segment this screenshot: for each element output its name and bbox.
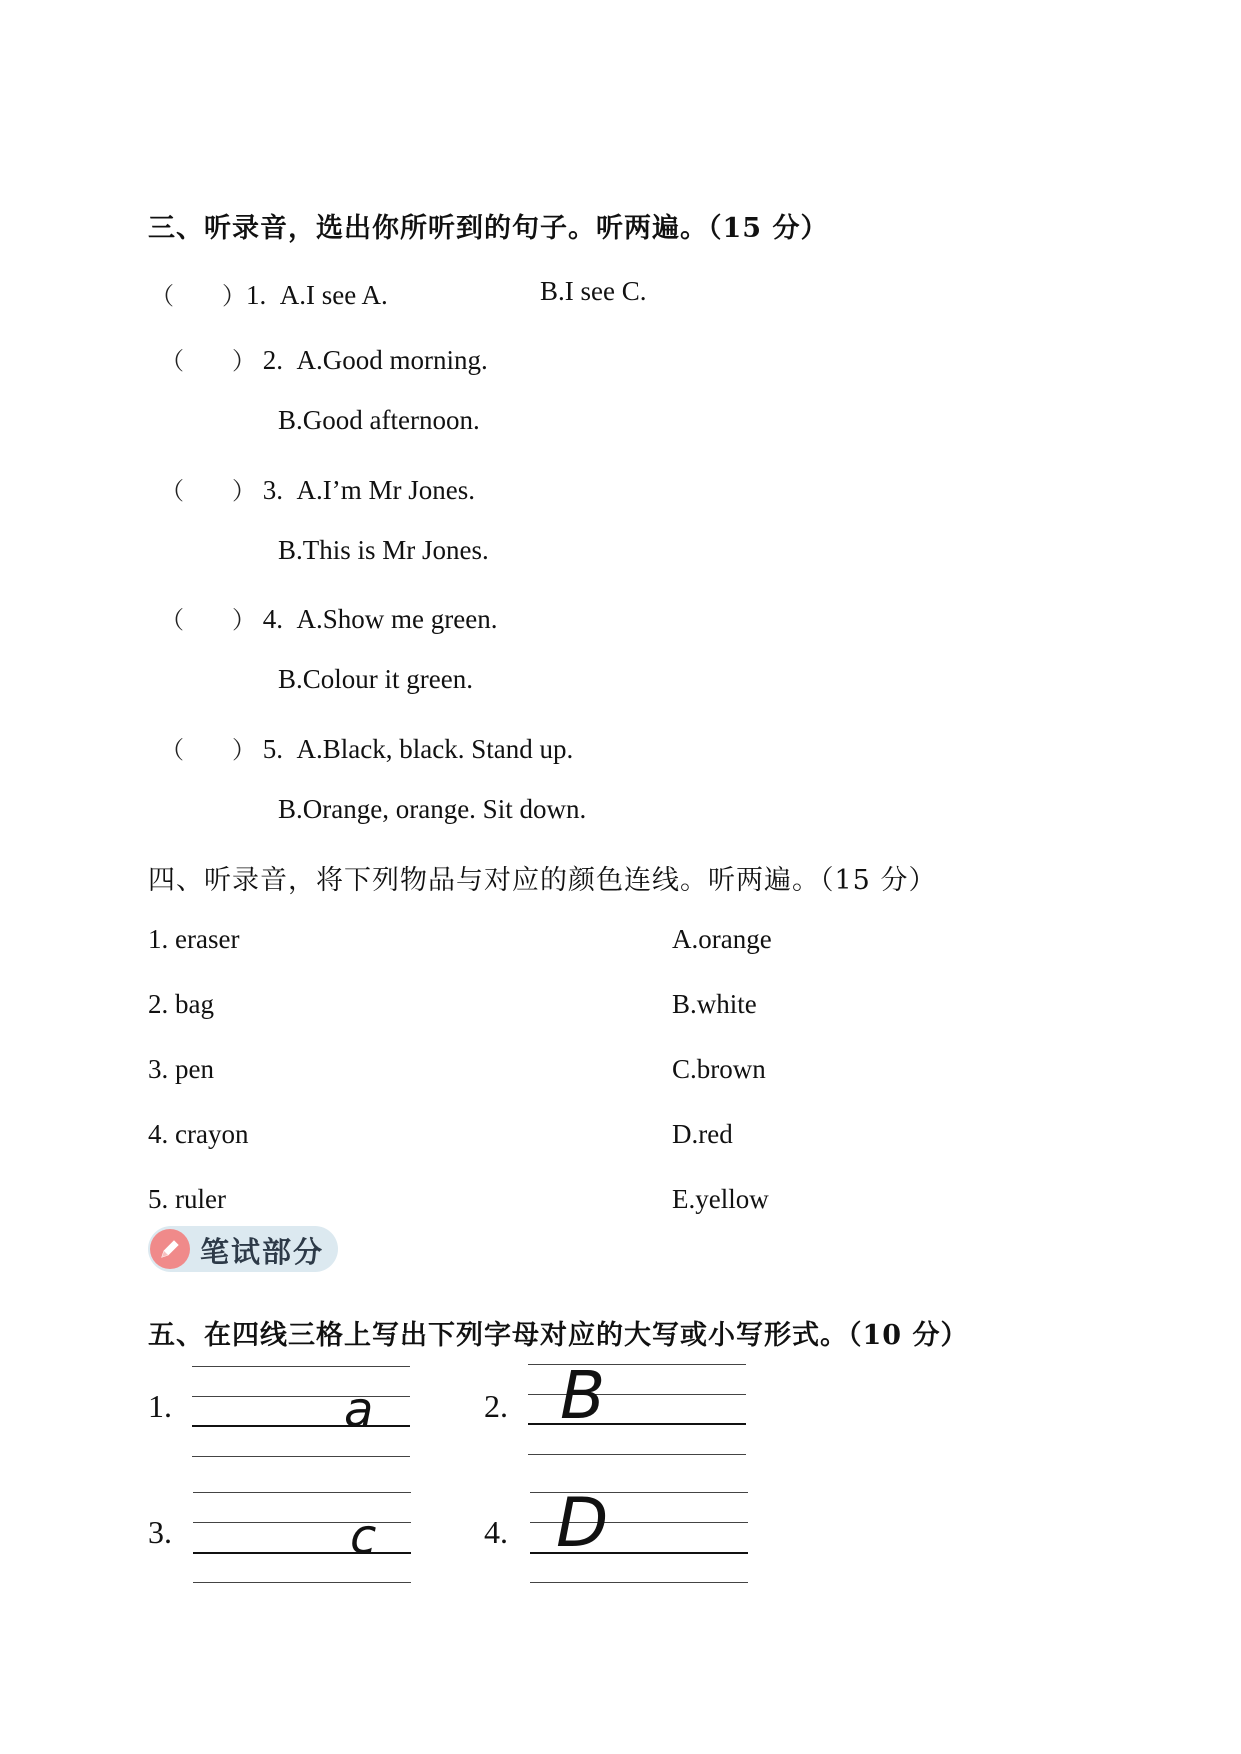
section4-title: 四、听录音，将下列物品与对应的颜色连线。听两遍。（15 分）: [148, 865, 937, 896]
item-left: 5. ruler: [148, 1184, 226, 1214]
option-a: A.I’m Mr Jones.: [296, 475, 475, 505]
grid-line: [193, 1522, 411, 1523]
color-option: D.red: [672, 1119, 733, 1149]
banner-label: 笔试部分: [200, 1235, 325, 1269]
handwritten-letter: a: [344, 1382, 374, 1438]
item-left: 1. eraser: [148, 924, 240, 954]
question-number: 1.: [246, 280, 267, 310]
question-number: 3.: [262, 475, 283, 505]
question-row: [160, 341, 488, 376]
option-a: A.Black, black. Stand up.: [296, 734, 574, 764]
answer-blank[interactable]: （ ）: [160, 606, 256, 634]
grid-line: [192, 1396, 410, 1397]
grid-number: 2.: [484, 1388, 508, 1424]
answer-blank[interactable]: （ ）: [160, 477, 256, 505]
question-row: [160, 600, 497, 635]
option-a: A.I see A.: [279, 280, 388, 310]
item-left: 4. crayon: [148, 1119, 249, 1149]
color-option: B.white: [672, 989, 757, 1019]
grid-line: [192, 1366, 410, 1367]
option-b: B.Orange, orange. Sit down.: [278, 794, 587, 824]
color-option: E.yellow: [672, 1184, 769, 1214]
item-left: 3. pen: [148, 1054, 214, 1084]
handwritten-letter: c: [350, 1509, 377, 1565]
grid-number: 3.: [148, 1514, 172, 1550]
grid-baseline: [192, 1425, 410, 1427]
grid-line: [193, 1582, 411, 1583]
answer-blank[interactable]: （ ）: [160, 736, 256, 764]
section5-title: 五、在四线三格上写出下列字母对应的大写或小写形式。（10 分）: [148, 1320, 969, 1351]
grid-number: 1.: [148, 1388, 172, 1424]
section3-title: 三、听录音，选出你所听到的句子。听两遍。（15 分）: [148, 213, 829, 244]
handwritten-letter: D: [556, 1484, 609, 1563]
pencil-icon: [150, 1229, 190, 1269]
option-a: A.Good morning.: [296, 345, 488, 375]
question-row: [160, 730, 573, 765]
grid-baseline: [193, 1552, 411, 1554]
answer-blank[interactable]: （ ）: [160, 347, 256, 375]
option-a: A.Show me green.: [296, 604, 498, 634]
option-b: B.I see C.: [540, 276, 647, 306]
question-row: [150, 276, 388, 311]
answer-blank[interactable]: （ ）: [150, 282, 246, 310]
grid-line: [192, 1456, 410, 1457]
grid-line: [528, 1454, 746, 1455]
grid-number: 4.: [484, 1514, 508, 1550]
question-number: 2.: [262, 345, 283, 375]
color-option: A.orange: [672, 924, 772, 954]
option-b: B.This is Mr Jones.: [278, 535, 489, 565]
item-left: 2. bag: [148, 989, 214, 1019]
grid-line: [530, 1582, 748, 1583]
question-row: [160, 471, 475, 506]
option-b: B.Colour it green.: [278, 664, 473, 694]
color-option: C.brown: [672, 1054, 766, 1084]
question-number: 5.: [262, 734, 283, 764]
handwritten-letter: B: [560, 1357, 606, 1434]
option-b: B.Good afternoon.: [278, 405, 480, 435]
question-number: 4.: [262, 604, 283, 634]
grid-line: [193, 1492, 411, 1493]
